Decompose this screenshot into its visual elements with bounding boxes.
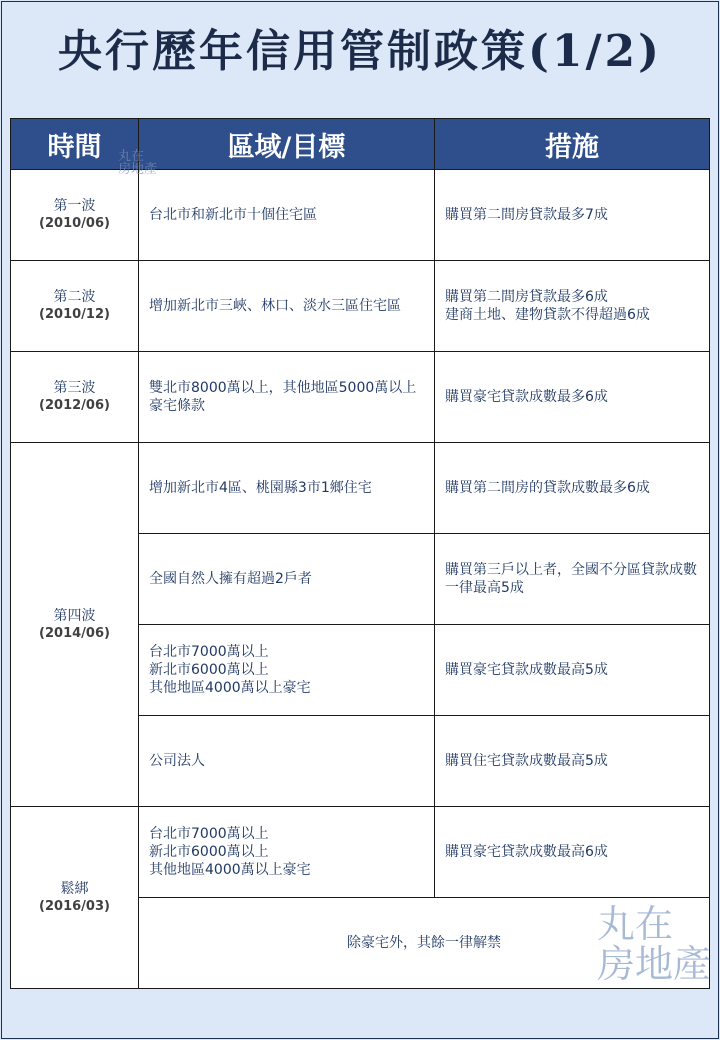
header-time: 時間 [11,119,139,170]
measure-cell: 購買豪宅貸款成數最高5成 [435,625,710,716]
wave-date: (2014/06) [39,625,110,641]
measure-cell: 購買第二間房的貸款成數最多6成 [435,443,710,534]
table-row [11,443,710,534]
wave-cell [11,352,139,443]
wave-label: 第一波 [53,198,96,214]
watermark-line1: 丸在 [597,902,674,946]
watermark-line2: 房地產 [118,162,158,177]
area-cell: 台北市和新北市十個住宅區 [139,170,435,261]
table-row [11,352,710,443]
wave-cell [11,170,139,261]
wave-cell [11,443,139,807]
wave-date: (2010/12) [39,307,110,322]
header-area: 區域/目標 [139,119,435,170]
watermark-line1: 丸在 [118,149,145,164]
measure-cell: 購買住宅貸款成數最高5成 [435,716,710,807]
area-cell: 台北市7000萬以上 新北市6000萬以上 其他地區4000萬以上豪宅 [139,807,435,898]
area-cell: 全國自然人擁有超過2戶者 [139,534,435,625]
wave-date: (2012/06) [39,398,110,413]
table-row [11,170,710,261]
area-cell: 公司法人 [139,716,435,807]
area-cell: 增加新北市4區、桃園縣3市1鄉住宅 [139,443,435,534]
wave-label: 第四波 [53,607,96,624]
policy-table [10,118,710,989]
area-cell: 台北市7000萬以上 新北市6000萬以上 其他地區4000萬以上豪宅 [139,625,435,716]
page-title: 央行歷年信用管制政策(1/2) [58,26,662,77]
wave-cell [11,807,139,989]
note-cell: 除豪宅外，其餘一律解禁 [139,898,710,989]
measure-cell: 購買第二間房貸款最多6成 建商土地、建物貸款不得超過6成 [435,261,710,352]
area-cell: 增加新北市三峽、林口、淡水三區住宅區 [139,261,435,352]
measure-cell: 購買豪宅貸款成數最高6成 [435,807,710,898]
area-cell: 雙北市8000萬以上，其他地區5000萬以上豪宅條款 [139,352,435,443]
watermark-line2: 房地產 [597,942,712,986]
wave-date: (2010/06) [39,216,110,231]
table-header-row [11,119,710,170]
measure-cell: 購買第二間房貸款最多7成 [435,170,710,261]
measure-cell: 購買第三戶以上者，全國不分區貸款成數一律最高5成 [435,534,710,625]
wave-date: (2016/03) [39,898,110,914]
wave-label: 第二波 [53,289,96,305]
wave-label: 鬆綁 [60,880,89,897]
measure-cell: 購買豪宅貸款成數最多6成 [435,352,710,443]
wave-cell [11,261,139,352]
table-row [11,807,710,898]
table-row [11,261,710,352]
header-measure: 措施 [435,119,710,170]
wave-label: 第三波 [53,380,96,396]
